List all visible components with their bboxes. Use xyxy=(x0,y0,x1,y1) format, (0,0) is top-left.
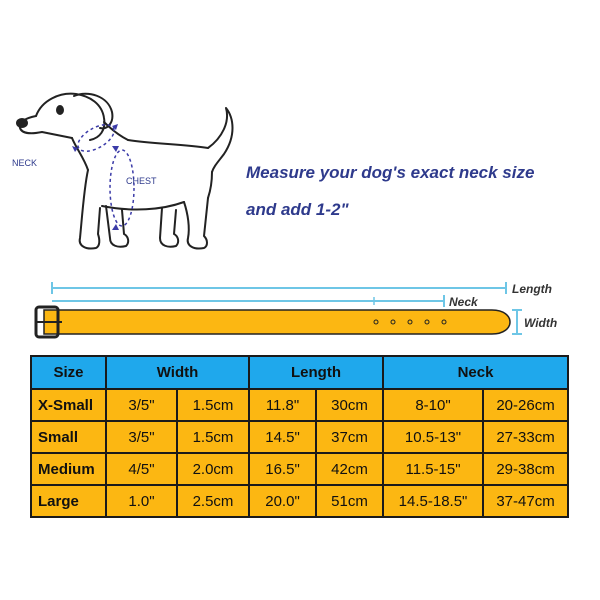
width-cm: 1.5cm xyxy=(177,421,249,453)
width-inches: 4/5" xyxy=(106,453,177,485)
neck-illustration-label: NECK xyxy=(12,158,38,168)
width-cm: 2.0cm xyxy=(177,453,249,485)
width-inches: 1.0" xyxy=(106,485,177,517)
headline-line-1: Measure your dog's exact neck size xyxy=(246,163,535,182)
length-inches: 20.0" xyxy=(249,485,316,517)
size-chart-table xyxy=(30,355,569,518)
table-row xyxy=(31,453,568,485)
header-size: Size xyxy=(31,356,106,389)
collar-diagram xyxy=(0,270,600,345)
size-name: Small xyxy=(31,421,106,453)
neck-cm: 20-26cm xyxy=(483,389,568,421)
neck-inches: 10.5-13" xyxy=(383,421,483,453)
neck-cm: 27-33cm xyxy=(483,421,568,453)
width-cm: 2.5cm xyxy=(177,485,249,517)
length-inches: 16.5" xyxy=(249,453,316,485)
length-label: Length xyxy=(512,282,552,296)
length-inches: 11.8" xyxy=(249,389,316,421)
table-row xyxy=(31,389,568,421)
length-inches: 14.5" xyxy=(249,421,316,453)
size-name: Large xyxy=(31,485,106,517)
width-label: Width xyxy=(524,316,558,330)
table-header-row xyxy=(31,356,568,389)
header-neck: Neck xyxy=(383,356,568,389)
header-width: Width xyxy=(106,356,249,389)
table-row xyxy=(31,485,568,517)
header-length: Length xyxy=(249,356,383,389)
neck-cm: 29-38cm xyxy=(483,453,568,485)
width-inches: 3/5" xyxy=(106,421,177,453)
neck-cm: 37-47cm xyxy=(483,485,568,517)
width-inches: 3/5" xyxy=(106,389,177,421)
table-row xyxy=(31,421,568,453)
neck-label: Neck xyxy=(449,295,478,309)
dog-illustration xyxy=(12,78,242,268)
chest-illustration-label: CHEST xyxy=(126,176,157,186)
length-cm: 37cm xyxy=(316,421,383,453)
size-name: Medium xyxy=(31,453,106,485)
size-name: X-Small xyxy=(31,389,106,421)
length-cm: 30cm xyxy=(316,389,383,421)
neck-inches: 11.5-15" xyxy=(383,453,483,485)
width-cm: 1.5cm xyxy=(177,389,249,421)
length-cm: 42cm xyxy=(316,453,383,485)
neck-inches: 14.5-18.5" xyxy=(383,485,483,517)
headline-line-2: and add 1-2" xyxy=(246,200,349,219)
length-cm: 51cm xyxy=(316,485,383,517)
neck-inches: 8-10" xyxy=(383,389,483,421)
